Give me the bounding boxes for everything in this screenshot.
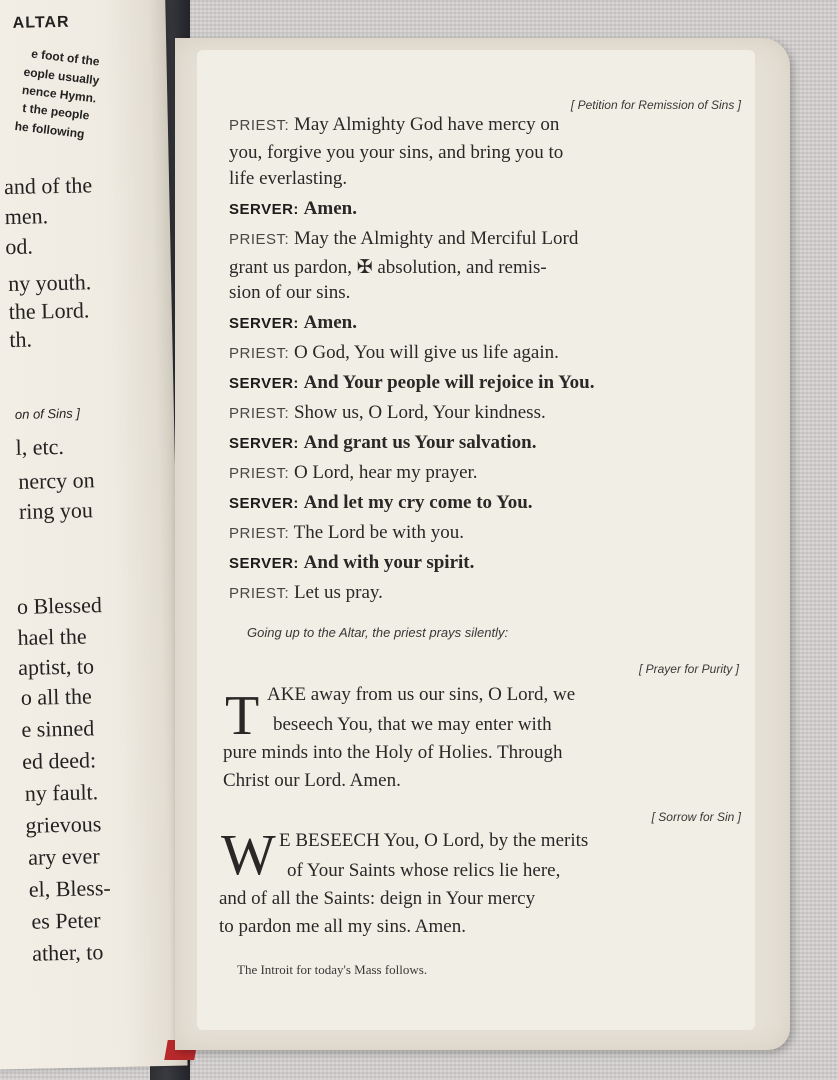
- dialogue-text: Amen.: [303, 312, 357, 333]
- left-text-line: ather, to: [31, 939, 104, 966]
- rubric-altar: Going up to the Altar, the priest prays silently:: [247, 625, 509, 640]
- dialogue-line: [229, 462, 478, 484]
- right-page-text-block: [197, 50, 755, 1030]
- speaker-label: SERVER:: [229, 555, 299, 572]
- dialogue-text: And Your people will rejoice in You.: [303, 372, 595, 393]
- dialogue-line: [229, 582, 383, 604]
- left-text-line: hael the: [17, 623, 87, 650]
- left-rubric-line: nence Hymn.: [21, 82, 98, 106]
- left-text-line: aptist, to: [17, 653, 95, 680]
- left-text-line: es Peter: [31, 907, 101, 934]
- left-text-line: th.: [9, 326, 33, 353]
- left-text-line: ary ever: [27, 843, 100, 870]
- speaker-label: SERVER:: [229, 315, 299, 332]
- left-rubric-line: eople usually: [22, 64, 101, 88]
- purity-line: Christ our Lord. Amen.: [223, 770, 401, 791]
- left-rubric-line: e foot of the: [30, 46, 101, 69]
- speaker-label: PRIEST:: [229, 345, 290, 362]
- dialogue-text: Amen.: [303, 198, 357, 219]
- dialogue-line: you, forgive you your sins, and bring you to: [229, 142, 564, 163]
- dialogue-text: And grant us Your salvation.: [303, 432, 537, 453]
- speaker-label: PRIEST:: [229, 585, 290, 602]
- dialogue-text: Show us, O Lord, Your kindness.: [293, 402, 546, 423]
- dialogue-line: [229, 402, 546, 424]
- left-text-line: e sinned: [21, 715, 95, 742]
- speaker-label: PRIEST:: [229, 525, 290, 542]
- speaker-label: PRIEST:: [229, 465, 290, 482]
- left-rubric-line: he following: [14, 118, 86, 142]
- dialogue-line: [229, 522, 464, 544]
- left-text-line: and of the: [3, 172, 93, 200]
- heading-remission: [ Petition for Remission of Sins ]: [570, 98, 741, 112]
- dialogue-text: And with your spirit.: [303, 552, 475, 573]
- dialogue-line: [229, 312, 357, 334]
- heading-sorrow: [ Sorrow for Sin ]: [651, 810, 741, 824]
- dialogue-text: O Lord, hear my prayer.: [293, 462, 478, 483]
- left-text-line: grievous: [25, 811, 102, 838]
- dialogue-line: [229, 342, 559, 364]
- left-text-line: od.: [5, 233, 34, 260]
- left-rubric-line: t the people: [21, 100, 91, 123]
- left-text-line: the Lord.: [8, 297, 90, 325]
- dialogue-line: sion of our sins.: [229, 282, 351, 303]
- speaker-label: SERVER:: [229, 375, 299, 392]
- footer-rubric: The Introit for today's Mass follows.: [237, 962, 428, 977]
- dialogue-text: O God, You will give us life again.: [293, 342, 559, 363]
- speaker-label: SERVER:: [229, 495, 299, 512]
- speaker-label: SERVER:: [229, 201, 299, 218]
- sorrow-line: to pardon me all my sins. Amen.: [219, 916, 466, 937]
- speaker-label: PRIEST:: [229, 405, 290, 422]
- left-text-line: ring you: [18, 497, 94, 524]
- dialogue-text: Let us pray.: [293, 582, 383, 603]
- dialogue-line: grant us pardon, ✠ absolution, and remis-: [229, 257, 547, 278]
- purity-line: AKE away from us our sins, O Lord, we: [267, 684, 576, 705]
- dialogue-line: [229, 198, 357, 220]
- dialogue-line: [229, 372, 595, 394]
- left-text-line: l, etc.: [15, 433, 65, 460]
- speaker-label: PRIEST:: [229, 117, 290, 134]
- dialogue-line: [229, 114, 559, 136]
- speaker-label: SERVER:: [229, 435, 299, 452]
- dialogue-line: [229, 552, 474, 574]
- sorrow-line: E BESEECH You, O Lord, by the merits: [279, 830, 589, 851]
- dialogue-line: [229, 432, 536, 454]
- speaker-label: PRIEST:: [229, 231, 290, 248]
- purity-line: pure minds into the Holy of Holies. Through: [223, 742, 563, 763]
- left-page-header: ALTAR: [12, 13, 70, 32]
- left-text-line: ed deed:: [21, 747, 97, 774]
- left-text-line: nercy on: [18, 467, 95, 494]
- dialogue-text: May Almighty God have mercy on: [293, 114, 560, 135]
- left-text-line: men.: [4, 203, 49, 230]
- heading-purity: [ Prayer for Purity ]: [638, 662, 739, 676]
- dialogue-text: May the Almighty and Merciful Lord: [293, 228, 579, 249]
- dialogue-line: life everlasting.: [229, 168, 348, 189]
- left-page: [0, 0, 188, 1070]
- left-rubric-heading: on of Sins ]: [14, 405, 81, 422]
- dialogue-text: And let my cry come to You.: [303, 492, 533, 513]
- dialogue-line: [229, 492, 533, 514]
- sorrow-line: and of all the Saints: deign in Your mercy: [219, 888, 536, 909]
- purity-dropcap: T: [225, 685, 260, 747]
- left-text-line: o Blessed: [16, 592, 103, 619]
- left-text-line: ny fault.: [24, 779, 99, 806]
- right-page: [175, 38, 790, 1050]
- left-text-line: el, Bless-: [28, 875, 111, 902]
- sorrow-line: of Your Saints whose relics lie here,: [287, 860, 561, 881]
- purity-line: beseech You, that we may enter with: [273, 714, 552, 735]
- dialogue-text: The Lord be with you.: [293, 522, 465, 543]
- dialogue-line: [229, 228, 578, 250]
- sorrow-dropcap: W: [221, 822, 276, 887]
- left-text-line: o all the: [20, 683, 92, 710]
- left-text-line: ny youth.: [7, 269, 92, 297]
